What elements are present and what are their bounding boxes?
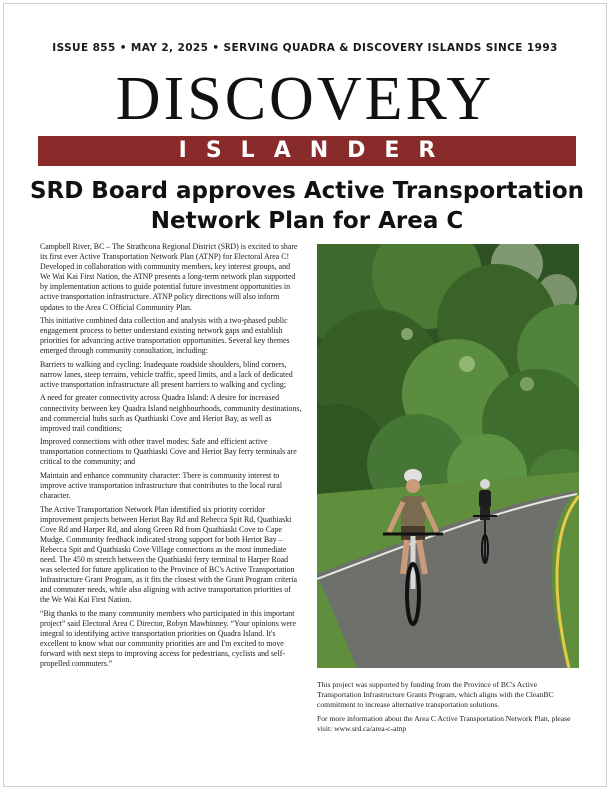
cyclists-photo-illustration (317, 244, 579, 668)
body-paragraph: A need for greater connectivity across Quadra Island: A desire for increased connectivity between key Quadra Island neighbourhoods, community destinations, and commercial hubs such as Quathiaski Cove and Heriot Bay, as well as improved trail conditions; (40, 393, 302, 433)
body-paragraph: The Active Transportation Network Plan identified six priority corridor improvement projects between Heriot Bay Rd and Rebecca Spit Rd, Quathiaski Cove Rd and Harper Rd, and along Green Rd from Quathiaski Cove to Cape Mudge. Community feedback indicated strong support for both Heriot Bay – Rebecca Spit and Quathiaski Cove Village connections as the most immediate need. The 450 m stretch between the Quathiaski ferry terminal to Harper Road was selected for future application to the Province of BC's Active Transportation Infrastructure Grant Program, as it fits the closest with the Grant Program criteria and commuter needs, while also aligning with active transportation priorities of the We Wai Kai First Nation. (40, 504, 298, 605)
body-paragraph: Campbell River, BC – The Strathcona Regional District (SRD) is excited to share its first ever Active Transportation Network Plan (ATNP) for Electoral Area C! Developed in collaboration with community members, key interest groups, and We Wai Kai First Nation, the ATNP presents a long-term network plan supported by implementation actions to guide potential future investment opportunities in active transportation infrastructure. ATNP policy directions will also inform updates to the Area C Official Community Plan. (40, 242, 298, 312)
issue-line: ISSUE 855 • MAY 2, 2025 • SERVING QUADRA & DISCOVERY ISLANDS SINCE 1993 (52, 42, 558, 54)
sidebar-paragraph: This project was supported by funding from the Province of BC's Active Transportation Infrastructure Grants Program, which aligns with the CleanBC commitment to increase alternative transportation solutions. (317, 680, 554, 709)
body-paragraph: This initiative combined data collection and analysis with a two-phased public engagement process to better understand existing network gaps and establish priorities for advancing active transportation opportunities. Several key themes emerged through community consultation, including: (40, 316, 290, 356)
body-paragraph: Maintain and enhance community character: There is community interest to improve active transportation infrastructure that contributes to the local rural character. (40, 470, 283, 501)
headline-line-2: Network Plan for Area C (150, 208, 464, 234)
article-body (40, 242, 302, 673)
masthead-banner: ISLANDER (38, 136, 576, 166)
article-headline (24, 176, 590, 236)
sidebar-notes (317, 680, 583, 738)
headline-line-1: SRD Board approves Active Transportation (29, 178, 585, 204)
body-paragraph: Barriers to walking and cycling: Inadequate roadside shoulders, blind corners, narrow lanes, steep terrains, vehicle traffic, speed limits, and a lack of dedicated active transportation infrastructure all present barriers to walking and cycling; (40, 359, 293, 389)
sidebar-paragraph: For more information about the Area C Active Transportation Network Plan, please visit: www.srd.ca/area-c-atnp (317, 714, 571, 733)
masthead-title: DISCOVERY (115, 65, 495, 133)
newsletter-page (3, 3, 607, 787)
cyclists-photo (317, 244, 579, 668)
body-paragraph: Improved connections with other travel modes: Safe and efficient active transportation connections to Quathiaski Cove and Heriot Bay ferry terminals are critical to the community; and (40, 437, 297, 467)
body-paragraph: “Big thanks to the many community members who participated in this important project” said Electoral Area C Director, Robyn Mawhinney. “Your opinions were integral to identifying active transportation priorities on Quadra Island. It's excellent to know what our community priorities are and I'm excited to move forward with next steps to improving access for pedestrians, cyclists and self-propelled commuters.” (40, 608, 297, 669)
